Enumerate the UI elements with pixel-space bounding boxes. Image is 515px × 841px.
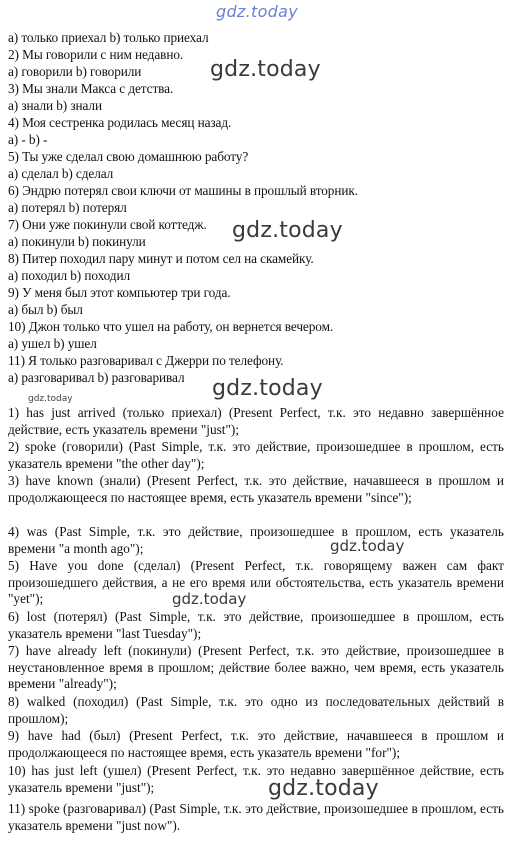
translation-line: a) знали b) знали	[8, 98, 102, 113]
translation-line: 5) Ты уже сделал свою домашнюю работу?	[8, 149, 249, 164]
watermark: gdz.today	[172, 590, 247, 608]
translation-line: 10) Джон только что ушел на работу, он вернется вечером.	[8, 319, 334, 334]
translation-line: 2) Мы говорили с ним недавно.	[8, 47, 184, 62]
watermark-small: gdz.today	[28, 394, 73, 404]
translation-line: a) покинули b) покинули	[8, 234, 146, 249]
answer-paragraph: 8) walked (походил) (Past Simple, т.к. это одно из последовательных действий в прошлом);	[8, 694, 504, 726]
translation-line: 9) У меня был этот компьютер три года.	[8, 285, 231, 300]
answer-paragraph: 1) has just arrived (только приехал) (Present Perfect, т.к. это недавно завершённое действие, есть указатель времени "just");	[8, 405, 504, 437]
answer-paragraph: 6) lost (потерял) (Past Simple, т.к. это действие, произошедшее в прошлом, есть указатель времени "last Tuesday");	[8, 609, 504, 641]
translation-line: a) потерял b) потерял	[8, 200, 127, 215]
translation-line: 6) Эндрю потерял свои ключи от машины в прошлый вторник.	[8, 183, 358, 198]
translation-line: a) - b) -	[8, 132, 48, 147]
answer-paragraph: 2) spoke (говорили) (Past Simple, т.к. это действие, произошедшее в прошлом, есть указатель времени "the other day");	[8, 439, 504, 471]
watermark-top: gdz.today	[216, 2, 298, 21]
watermark: gdz.today	[330, 537, 405, 555]
translation-line: a) ушел b) ушел	[8, 336, 97, 351]
translation-line: 4) Моя сестренка родилась месяц назад.	[8, 115, 232, 130]
answer-paragraph: 7) have already left (покинули) (Present Perfect, т.к. это действие, произошедшее в неустановленное время в прошлом; действие более важно, чем время, есть указатель времени "already");	[8, 643, 504, 692]
answer-paragraph: 3) have known (знали) (Present Perfect, т.к. это действие, начавшееся в прошлом и продолжающееся по настоящее время, есть указатель времени "since");	[8, 473, 504, 505]
translation-line: a) походил b) походил	[8, 268, 130, 283]
translation-line: a) говорили b) говорили	[8, 64, 142, 79]
translation-line: a) сделал b) сделал	[8, 166, 114, 181]
translation-line: 3) Мы знали Макса с детства.	[8, 81, 174, 96]
answer-paragraph: 5) Have you done (сделал) (Present Perfect, т.к. говорящему важен сам факт произошедшего действия, а не его время или обстоятельства, есть указатель времени "yet");	[8, 558, 504, 607]
translation-line: 7) Они уже покинули свой коттедж.	[8, 217, 207, 232]
translation-line: 8) Питер походил пару минут и потом сел на скамейку.	[8, 251, 314, 266]
answer-paragraph: 10) has just left (ушел) (Present Perfect, т.к. это недавно завершённое действие, есть указатель времени "just");	[8, 763, 504, 795]
watermark: gdz.today	[232, 218, 343, 243]
translation-line: a) разговаривал b) разговаривал	[8, 370, 185, 385]
watermark: gdz.today	[210, 57, 321, 82]
translation-line: a) только приехал b) только приехал	[8, 30, 209, 45]
answer-paragraph: 4) was (Past Simple, т.к. это действие, произошедшее в прошлом, есть указатель времени "a month ago");	[8, 524, 504, 556]
answer-paragraph: 11) spoke (разговаривал) (Past Simple, т.к. это действие, произошедшее в прошлом, есть указатель времени "just now").	[8, 801, 504, 833]
watermark: gdz.today	[268, 776, 379, 801]
translation-line: a) был b) был	[8, 302, 83, 317]
watermark: gdz.today	[212, 376, 323, 401]
answer-paragraph: 9) have had (был) (Present Perfect, т.к. это действие, начавшееся в прошлом и продолжающееся по настоящее время, есть указатель времени "for");	[8, 728, 504, 760]
translation-line: 11) Я только разговаривал с Джерри по телефону.	[8, 353, 284, 368]
